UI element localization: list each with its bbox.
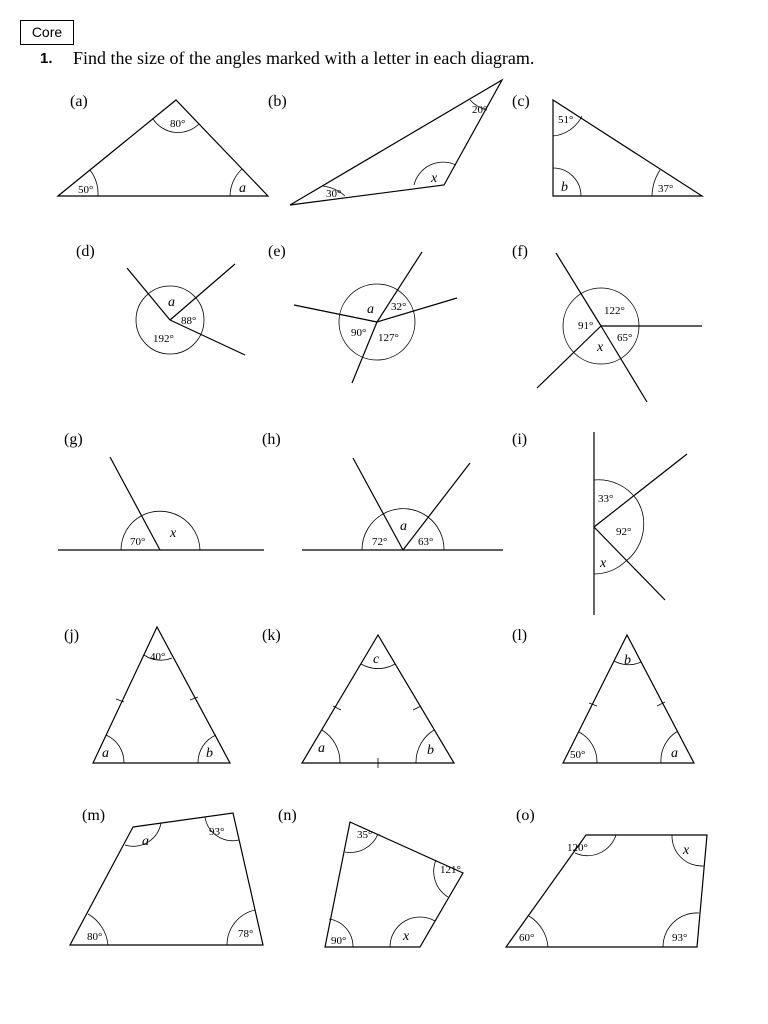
unknown-e-a: a (367, 302, 374, 317)
unknown-m-a: a (142, 834, 149, 849)
diagram-label-f: (f) (512, 243, 528, 260)
unknown-l-a: a (671, 746, 678, 761)
ray-e-1 (294, 305, 377, 322)
diagram-label-l: (l) (512, 627, 528, 644)
question-number: 1. (40, 50, 53, 67)
core-tag: Core (20, 20, 74, 45)
ray-d-2 (170, 264, 235, 320)
ray-e-3 (377, 298, 457, 322)
diagram-e (268, 243, 457, 383)
diagram-label-o: (o) (516, 807, 535, 824)
angle-label-n-121: 121° (440, 864, 461, 876)
angle-label-h-72: 72° (372, 536, 388, 548)
angle-label-d-88: 88° (181, 315, 197, 327)
unknown-d-a: a (168, 295, 175, 310)
angle-label-e-127: 127° (378, 332, 399, 344)
diagram-label-e: (e) (268, 243, 286, 260)
diagram-label-b: (b) (268, 93, 287, 110)
angle-label-f-91: 91° (578, 320, 594, 332)
angle-label-m-93: 93° (209, 826, 225, 838)
unknown-g-x: x (170, 526, 177, 541)
angle-label-c-37: 37° (658, 183, 674, 195)
angle-label-a-50: 50° (78, 184, 94, 196)
unknown-f-x: x (597, 340, 604, 355)
angle-label-o-93: 93° (672, 932, 688, 944)
unknown-n-x: x (403, 929, 410, 944)
ray-i-1 (594, 454, 687, 527)
diagram-o (506, 807, 707, 947)
diagram-label-j: (j) (64, 627, 80, 644)
unknown-k-b: b (427, 743, 434, 758)
diagram-h (262, 431, 503, 550)
diagram-d (76, 243, 245, 355)
triangle-c (553, 100, 702, 196)
angle-label-h-63: 63° (418, 536, 434, 548)
angle-label-d-192: 192° (153, 333, 174, 345)
unknown-o-x: x (683, 843, 690, 858)
angle-label-i-92: 92° (616, 526, 632, 538)
unknown-j-b: b (206, 746, 213, 761)
diagram-c (512, 93, 702, 196)
triangle-j (93, 627, 230, 763)
diagram-b (268, 80, 502, 205)
diagram-label-a: (a) (70, 93, 88, 110)
ray-d-1 (127, 268, 170, 320)
angle-label-o-120: 120° (567, 842, 588, 854)
diagram-label-n: (n) (278, 807, 297, 824)
diagram-a (58, 93, 268, 196)
question-instruction: Find the size of the angles marked with a letter in each diagram. (73, 48, 535, 68)
quadrilateral-o (506, 835, 707, 947)
angle-label-b-20: 20° (472, 104, 488, 116)
diagram-label-m: (m) (82, 807, 106, 824)
unknown-b-x: x (431, 171, 438, 186)
angle-label-a-80: 80° (170, 118, 186, 130)
diagram-i (512, 431, 687, 615)
tick-j-right (190, 697, 198, 700)
diagram-label-k: (k) (262, 627, 281, 644)
diagram-label-c: (c) (512, 93, 530, 110)
angle-label-i-33: 33° (598, 493, 614, 505)
angle-label-m-78: 78° (238, 928, 254, 940)
angle-label-e-90: 90° (351, 327, 367, 339)
unknown-j-a: a (102, 746, 109, 761)
diagram-label-g: (g) (64, 431, 83, 448)
angle-label-g-70: 70° (130, 536, 146, 548)
diagram-label-h: (h) (262, 431, 281, 448)
diagram-label-i: (i) (512, 431, 528, 448)
ray-f-1 (556, 253, 601, 326)
ray-f-4 (537, 326, 601, 388)
tick-k-right (413, 706, 421, 710)
ray-h-2 (403, 463, 470, 550)
angle-label-n-35: 35° (357, 829, 373, 841)
angle-label-e-32: 32° (391, 301, 407, 313)
diagram-n (278, 807, 463, 947)
triangle-a (58, 100, 268, 196)
diagram-label-d: (d) (76, 243, 95, 260)
angle-label-o-60: 60° (519, 932, 535, 944)
angle-label-l-50: 50° (570, 749, 586, 761)
angle-label-n-90: 90° (331, 935, 347, 947)
angle-label-c-51: 51° (558, 114, 574, 126)
angle-label-j-40: 40° (150, 651, 166, 663)
unknown-i-x: x (600, 556, 607, 571)
unknown-l-b: b (624, 653, 631, 668)
angle-label-f-65: 65° (617, 332, 633, 344)
diagram-l (512, 627, 694, 763)
angle-label-b-30: 30° (326, 188, 342, 200)
quadrilateral-m (70, 813, 263, 945)
unknown-a-a: a (239, 181, 246, 196)
unknown-h-a: a (400, 519, 407, 534)
angle-label-f-122: 122° (604, 305, 625, 317)
diagram-g (58, 431, 264, 550)
diagram-k (262, 627, 454, 768)
unknown-c-b: b (561, 180, 568, 195)
diagram-j (64, 627, 230, 763)
diagram-m (70, 807, 263, 945)
unknown-k-a: a (318, 741, 325, 756)
triangle-b (290, 80, 502, 205)
angle-label-m-80: 80° (87, 931, 103, 943)
unknown-k-c: c (373, 652, 380, 667)
diagram-f (512, 243, 702, 402)
